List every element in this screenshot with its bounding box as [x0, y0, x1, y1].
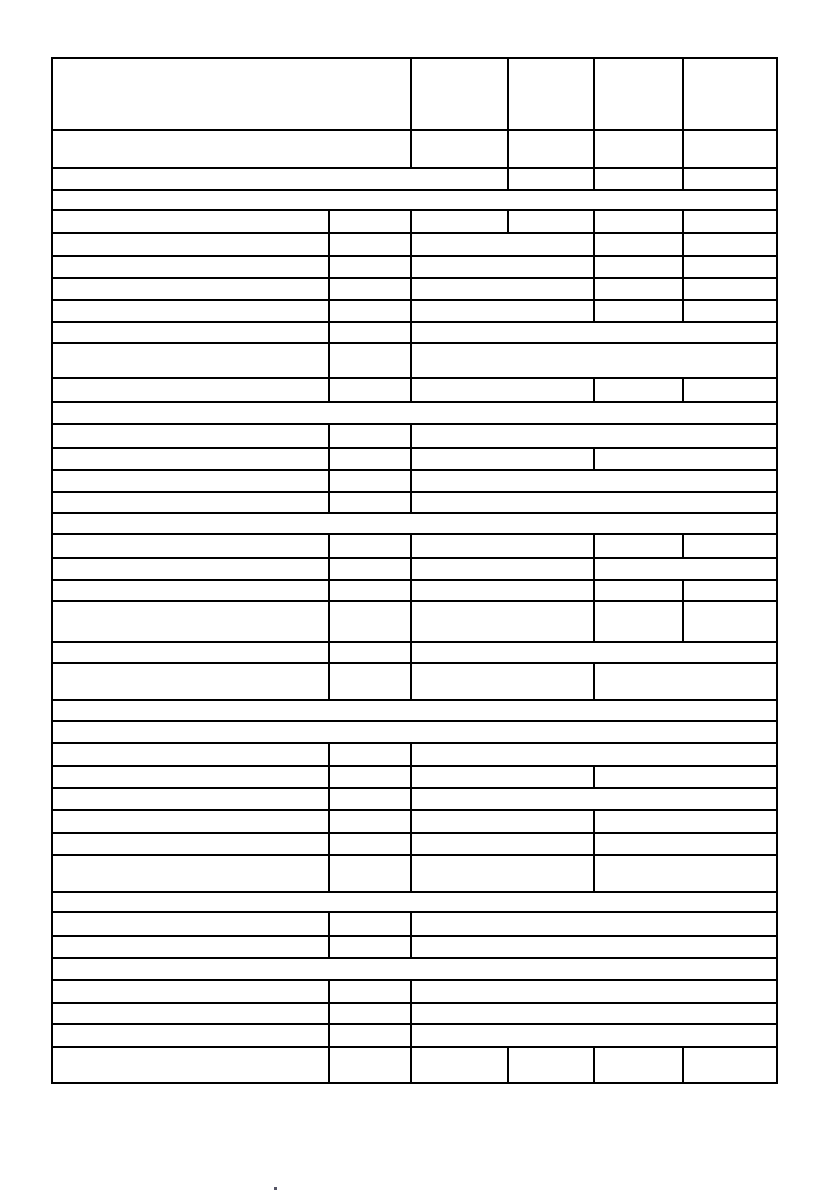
- table-cell: [51, 1046, 330, 1084]
- table-cell: [51, 935, 330, 959]
- table-cell: [328, 662, 412, 701]
- table-cell: [328, 255, 412, 279]
- table-cell: [682, 1046, 778, 1084]
- table-cell: [410, 935, 778, 959]
- table-cell: [51, 957, 778, 981]
- table-cell: [51, 377, 330, 403]
- table-cell: [593, 579, 684, 602]
- table-cell: [51, 277, 330, 301]
- table-cell: [410, 232, 595, 257]
- table-cell: [593, 209, 684, 234]
- table-cell: [51, 57, 412, 131]
- table-cell: [410, 911, 778, 937]
- table-cell: [51, 533, 330, 559]
- table-cell: [51, 832, 330, 856]
- table-cell: [410, 979, 778, 1004]
- table-cell: [51, 342, 330, 379]
- table-cell: [51, 232, 330, 257]
- table-cell: [593, 57, 684, 131]
- table-cell: [328, 787, 412, 811]
- table-cell: [51, 742, 330, 767]
- table-cell: [593, 809, 778, 834]
- table-cell: [51, 600, 330, 643]
- table-cell: [507, 1046, 595, 1084]
- table-cell: [593, 447, 778, 471]
- table-cell: [507, 129, 595, 169]
- table-cell: [682, 579, 778, 602]
- table-cell: [410, 579, 595, 602]
- table-cell: [410, 423, 778, 449]
- table-cell: [593, 232, 684, 257]
- table-cell: [51, 641, 330, 664]
- table-cell: [410, 321, 778, 344]
- table-cell: [51, 469, 330, 493]
- table-cell: [51, 512, 778, 535]
- table-cell: [328, 469, 412, 493]
- table-cell: [51, 401, 778, 425]
- table-cell: [328, 832, 412, 856]
- table-cell: [410, 742, 778, 767]
- table-cell: [507, 57, 595, 131]
- table-cell: [51, 579, 330, 602]
- table-cell: [682, 57, 778, 131]
- table-cell: [328, 423, 412, 449]
- table-cell: [51, 1023, 330, 1048]
- table-cell: [51, 699, 778, 722]
- table-cell: [328, 935, 412, 959]
- table-cell: [51, 979, 330, 1004]
- table-cell: [507, 167, 595, 191]
- table-cell: [410, 209, 509, 234]
- table-cell: [410, 662, 595, 701]
- table-cell: [51, 891, 778, 913]
- table-cell: [410, 129, 509, 169]
- table-cell: [328, 1002, 412, 1025]
- table-cell: [593, 854, 778, 893]
- table-cell: [328, 299, 412, 323]
- table-cell: [51, 720, 778, 744]
- table-cell: [51, 557, 330, 581]
- table-cell: [328, 579, 412, 602]
- table-cell: [410, 600, 595, 643]
- table-cell: [593, 277, 684, 301]
- table-cell: [682, 377, 778, 403]
- table-cell: [410, 1046, 509, 1084]
- table-cell: [410, 533, 595, 559]
- table-cell: [328, 377, 412, 403]
- table-cell: [410, 491, 778, 514]
- table-cell: [410, 641, 778, 664]
- table-cell: [410, 809, 595, 834]
- table-cell: [682, 167, 778, 191]
- table-cell: [410, 255, 595, 279]
- table-cell: [593, 377, 684, 403]
- table-cell: [682, 299, 778, 323]
- table-cell: [682, 600, 778, 643]
- table-cell: [328, 447, 412, 471]
- table-cell: [51, 787, 330, 811]
- table-cell: [410, 342, 778, 379]
- table-cell: [51, 423, 330, 449]
- table-cell: [593, 832, 778, 856]
- table-cell: [410, 299, 595, 323]
- table-cell: [328, 742, 412, 767]
- table-cell: [51, 1002, 330, 1025]
- table-cell: [593, 299, 684, 323]
- table-cell: [682, 255, 778, 279]
- table-cell: [51, 321, 330, 344]
- table-cell: [51, 854, 330, 893]
- table-cell: [593, 1046, 684, 1084]
- table-cell: [51, 809, 330, 834]
- table-cell: [51, 491, 330, 514]
- table-cell: [51, 129, 412, 169]
- table-cell: [410, 557, 595, 581]
- table-cell: [51, 167, 509, 191]
- table-cell: [328, 765, 412, 789]
- table-cell: [328, 277, 412, 301]
- table-cell: [410, 832, 595, 856]
- table-cell: [410, 765, 595, 789]
- table-cell: [593, 167, 684, 191]
- table-cell: [410, 787, 778, 811]
- table-cell: [51, 209, 330, 234]
- table-cell: [410, 854, 595, 893]
- table-cell: [51, 911, 330, 937]
- table-cell: [328, 911, 412, 937]
- table-cell: [328, 209, 412, 234]
- table-cell: [51, 255, 330, 279]
- table-cell: [328, 557, 412, 581]
- table-cell: [410, 57, 509, 131]
- table-cell: [328, 600, 412, 643]
- table-cell: [593, 557, 778, 581]
- table-cell: [682, 277, 778, 301]
- table-cell: [410, 1023, 778, 1048]
- table-cell: [328, 641, 412, 664]
- table-cell: [51, 299, 330, 323]
- table-cell: [593, 600, 684, 643]
- table-cell: [593, 129, 684, 169]
- table-cell: [51, 662, 330, 701]
- table-cell: [682, 232, 778, 257]
- table-cell: [410, 277, 595, 301]
- table-cell: [328, 321, 412, 344]
- table-cell: [328, 342, 412, 379]
- table-cell: [328, 809, 412, 834]
- table-cell: [410, 447, 595, 471]
- table-cell: [593, 533, 684, 559]
- table-cell: [410, 377, 595, 403]
- table-cell: [328, 854, 412, 893]
- table-cell: [593, 765, 778, 789]
- table-cell: [410, 1002, 778, 1025]
- table-cell: [328, 979, 412, 1004]
- table-cell: [593, 255, 684, 279]
- table-cell: [328, 491, 412, 514]
- table-cell: [593, 662, 778, 701]
- scan-artifact-dot: [274, 1187, 277, 1190]
- table-cell: [682, 533, 778, 559]
- table-cell: [51, 189, 778, 211]
- table-cell: [682, 129, 778, 169]
- table-cell: [51, 765, 330, 789]
- table-cell: [328, 232, 412, 257]
- table-cell: [328, 1023, 412, 1048]
- table-cell: [507, 209, 595, 234]
- table-cell: [328, 1046, 412, 1084]
- table-cell: [51, 447, 330, 471]
- table-cell: [328, 533, 412, 559]
- table-cell: [410, 469, 778, 493]
- table-cell: [682, 209, 778, 234]
